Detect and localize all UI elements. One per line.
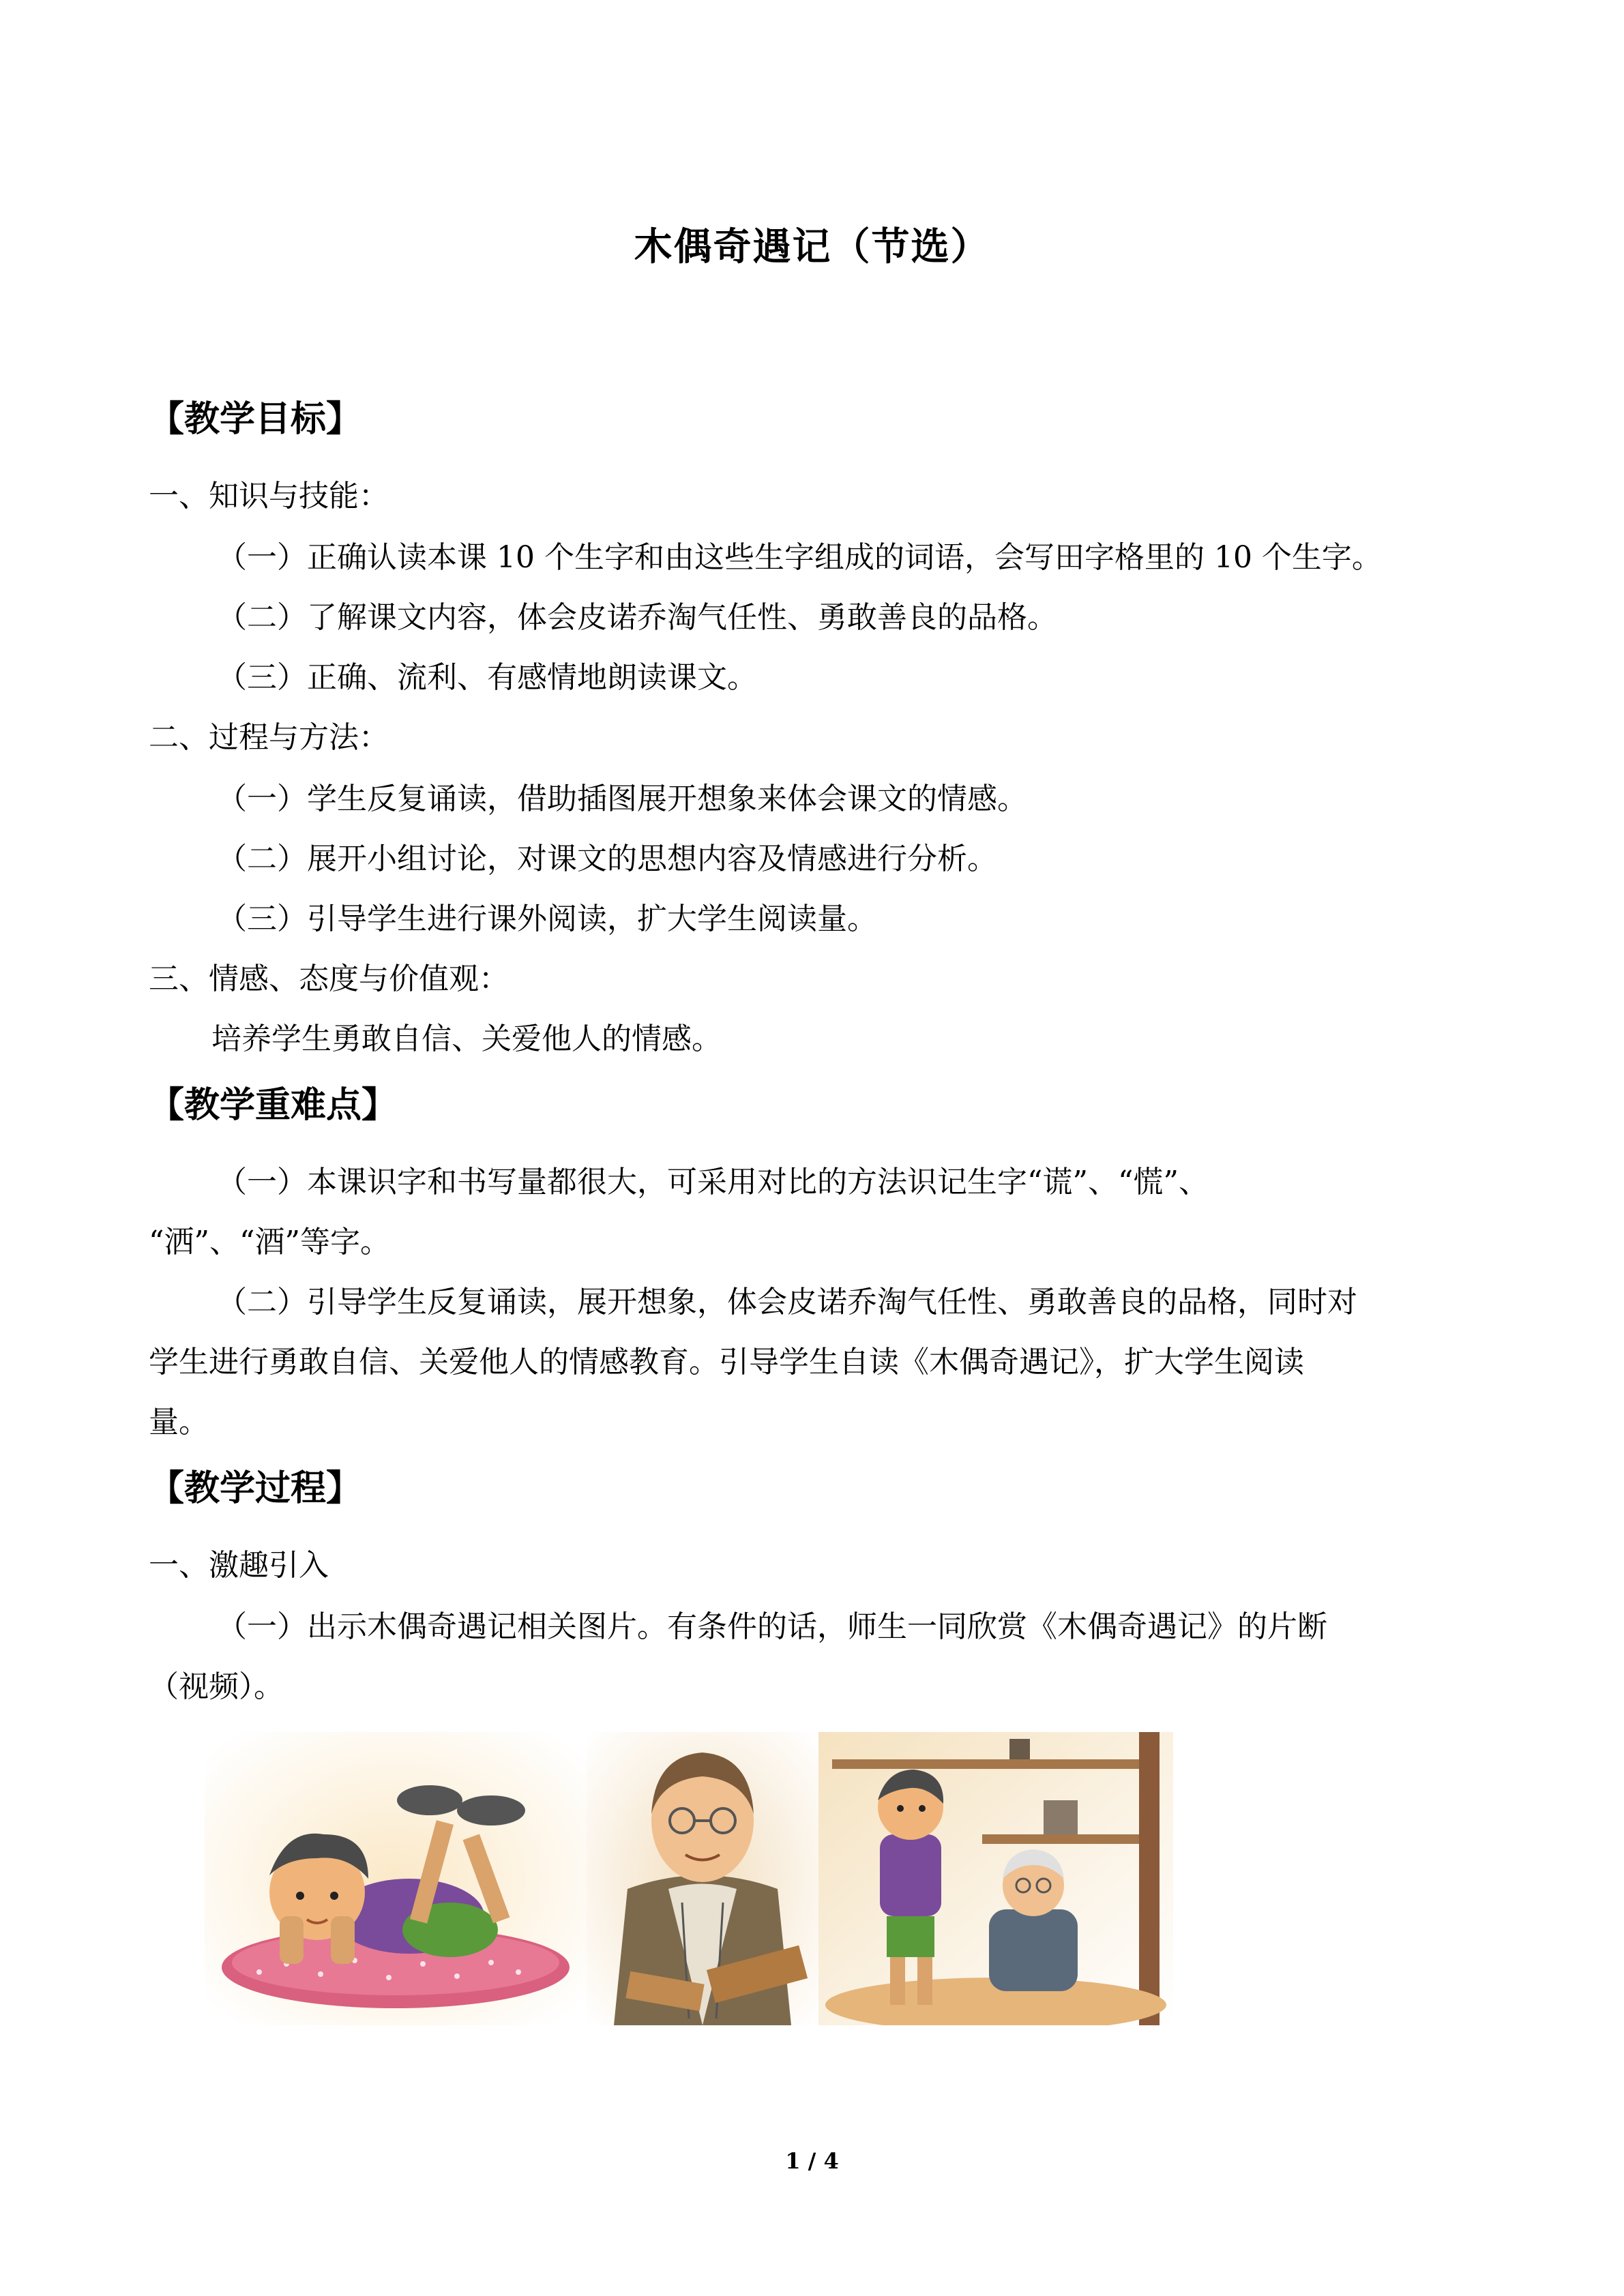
objectives-part1-title: 一、知识与技能：	[149, 479, 389, 513]
process-step1-line: （一）出示木偶奇遇记相关图片。有条件的话，师生一同欣赏《木偶奇遇记》的片断	[217, 1609, 1327, 1644]
objectives-part3-title: 三、情感、态度与价值观：	[149, 961, 509, 996]
illustration-strip	[205, 1732, 1173, 2025]
key-points-paragraph-line: （二）引导学生反复诵读，展开想象，体会皮诺乔淘气任性、勇敢善良的品格，同时对	[217, 1285, 1357, 1320]
geppetto-illustration	[587, 1732, 818, 2025]
objectives-part1-item: （三）正确、流利、有感情地朗读课文。	[217, 660, 757, 695]
process-heading: 【教学过程】	[149, 1467, 362, 1509]
key-points-paragraph-line: 量。	[149, 1405, 209, 1440]
page-number: 1 / 4	[785, 2148, 839, 2174]
key-points-heading: 【教学重难点】	[149, 1084, 398, 1126]
workshop-illustration	[818, 1732, 1173, 2025]
pinocchio-lying-illustration	[205, 1732, 587, 2025]
key-points-paragraph-line: （一）本课识字和书写量都很大，可采用对比的方法识记生字“谎”、“慌”、	[217, 1165, 1209, 1199]
objectives-part1-item: （二）了解课文内容，体会皮诺乔淘气任性、勇敢善良的品格。	[217, 600, 1057, 635]
document-title: 木偶奇遇记（节选）	[634, 224, 990, 269]
key-points-paragraph-line: “洒”、“酒”等字。	[149, 1225, 390, 1259]
objectives-part2-item: （三）引导学生进行课外阅读，扩大学生阅读量。	[217, 901, 877, 936]
objectives-heading: 【教学目标】	[149, 398, 362, 440]
objectives-part2-title: 二、过程与方法：	[149, 720, 389, 755]
objectives-part2-item: （二）展开小组讨论，对课文的思想内容及情感进行分析。	[217, 841, 997, 876]
process-step1-title: 一、激趣引入	[149, 1548, 329, 1583]
objectives-part2-item: （一）学生反复诵读，借助插图展开想象来体会课文的情感。	[217, 781, 1027, 816]
objectives-part1-item: （一）正确认读本课 10 个生字和由这些生字组成的词语，会写田字格里的 10 个生字。	[217, 540, 1382, 575]
objectives-part3-text: 培养学生勇敢自信、关爱他人的情感。	[211, 1022, 722, 1056]
key-points-paragraph-line: 学生进行勇敢自信、关爱他人的情感教育。引导学生自读《木偶奇遇记》，扩大学生阅读	[149, 1345, 1304, 1380]
process-step1-line: （视频）。	[149, 1669, 284, 1704]
